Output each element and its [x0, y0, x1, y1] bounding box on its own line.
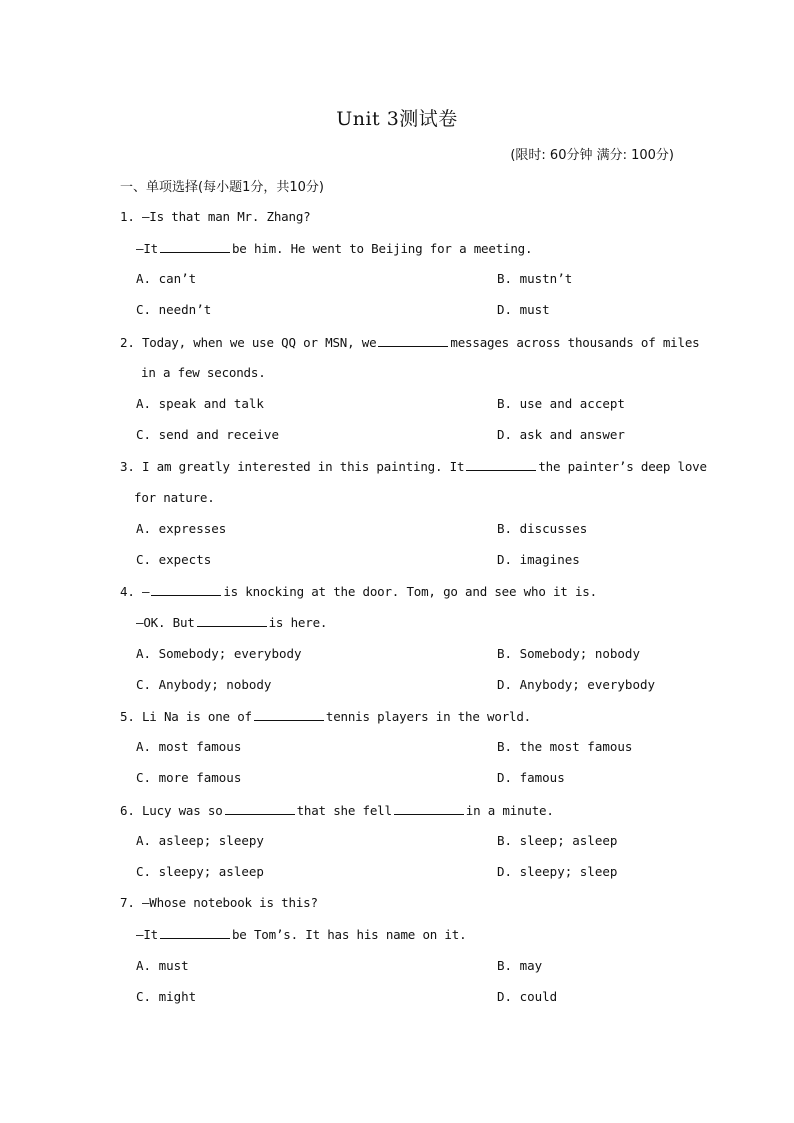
- question-text: messages across thousands of miles: [450, 335, 700, 350]
- question-1-option-d: D. must: [497, 302, 550, 317]
- question-7-option-d: D. could: [497, 989, 558, 1004]
- question-text: be Tom’s. It has his name on it.: [231, 927, 467, 942]
- question-3-option-a: A. expresses: [136, 521, 227, 536]
- question-5-option-d: D. famous: [497, 770, 565, 785]
- question-3-option-c: C. expects: [136, 552, 212, 567]
- answer-blank: [151, 583, 221, 596]
- question-4-option-d: D. Anybody; everybody: [497, 677, 656, 692]
- question-2-option-d: D. ask and answer: [497, 427, 625, 442]
- question-4-option-a: A. Somebody; everybody: [136, 646, 302, 661]
- question-5-option-c: C. more famous: [136, 770, 242, 785]
- question-text: in a few seconds.: [141, 365, 266, 380]
- question-text: 1. —Is that man Mr. Zhang?: [120, 209, 311, 224]
- page-title: Unit 3测试卷: [336, 108, 458, 130]
- question-text: 2. Today, when we use QQ or MSN, we: [120, 335, 377, 350]
- question-4-option-c: C. Anybody; nobody: [136, 677, 272, 692]
- question-1-option-a: A. can’t: [136, 271, 197, 286]
- question-3-line2: [134, 490, 215, 505]
- question-text: 3. I am greatly interested in this painting. It: [120, 459, 465, 474]
- question-6-stem: [120, 802, 554, 818]
- question-text: 6. Lucy was so: [120, 803, 223, 818]
- question-7-line2: [136, 926, 466, 942]
- answer-blank: [394, 802, 464, 815]
- question-6-option-b: B. sleep; asleep: [497, 833, 618, 848]
- question-text: 4. —: [120, 584, 150, 599]
- question-1-option-c: C. needn’t: [136, 302, 212, 317]
- question-text: in a minute.: [465, 803, 554, 818]
- question-1-stem: [120, 209, 310, 224]
- answer-blank: [160, 926, 230, 939]
- section-heading: 一、单项选择(每小题1分，共10分): [120, 180, 324, 195]
- question-5-stem: [120, 708, 531, 724]
- question-7-option-b: B. may: [497, 958, 543, 973]
- question-2-option-b: B. use and accept: [497, 396, 625, 411]
- question-text: 7. —Whose notebook is this?: [120, 895, 318, 910]
- question-text: —It: [136, 927, 158, 942]
- question-4-option-b: B. Somebody; nobody: [497, 646, 640, 661]
- question-3-stem: [120, 458, 707, 474]
- question-2-line2: [141, 365, 266, 380]
- question-4-stem: [120, 583, 597, 599]
- question-text: for nature.: [134, 490, 215, 505]
- answer-blank: [466, 458, 536, 471]
- question-6-option-c: C. sleepy; asleep: [136, 864, 264, 879]
- question-7-option-a: A. must: [136, 958, 189, 973]
- question-text: tennis players in the world.: [325, 709, 531, 724]
- question-3-option-d: D. imagines: [497, 552, 580, 567]
- question-2-option-a: A. speak and talk: [136, 396, 264, 411]
- question-5-option-b: B. the most famous: [497, 739, 633, 754]
- question-3-option-b: B. discusses: [497, 521, 588, 536]
- answer-blank: [225, 802, 295, 815]
- answer-blank: [378, 334, 448, 347]
- question-2-option-c: C. send and receive: [136, 427, 279, 442]
- question-1-option-b: B. mustn’t: [497, 271, 573, 286]
- answer-blank: [197, 614, 267, 627]
- question-text: be him. He went to Beijing for a meeting.: [231, 241, 533, 256]
- question-text: is here.: [268, 615, 328, 630]
- question-6-option-d: D. sleepy; sleep: [497, 864, 618, 879]
- question-5-option-a: A. most famous: [136, 739, 242, 754]
- question-7-option-c: C. might: [136, 989, 197, 1004]
- question-text: is knocking at the door. Tom, go and see who it is.: [223, 584, 597, 599]
- question-6-option-a: A. asleep; sleepy: [136, 833, 264, 848]
- answer-blank: [160, 240, 230, 253]
- question-7-stem: [120, 895, 318, 910]
- question-text: —It: [136, 241, 158, 256]
- question-text: that she fell: [296, 803, 392, 818]
- question-1-line2: [136, 240, 532, 256]
- question-text: the painter’s deep love: [538, 459, 707, 474]
- question-text: 5. Li Na is one of: [120, 709, 252, 724]
- question-text: —OK. But: [136, 615, 195, 630]
- time-score-note: (限时: 60分钟 满分: 100分): [510, 148, 674, 163]
- answer-blank: [254, 708, 324, 721]
- question-4-line2: [136, 614, 327, 630]
- question-2-stem: [120, 334, 699, 350]
